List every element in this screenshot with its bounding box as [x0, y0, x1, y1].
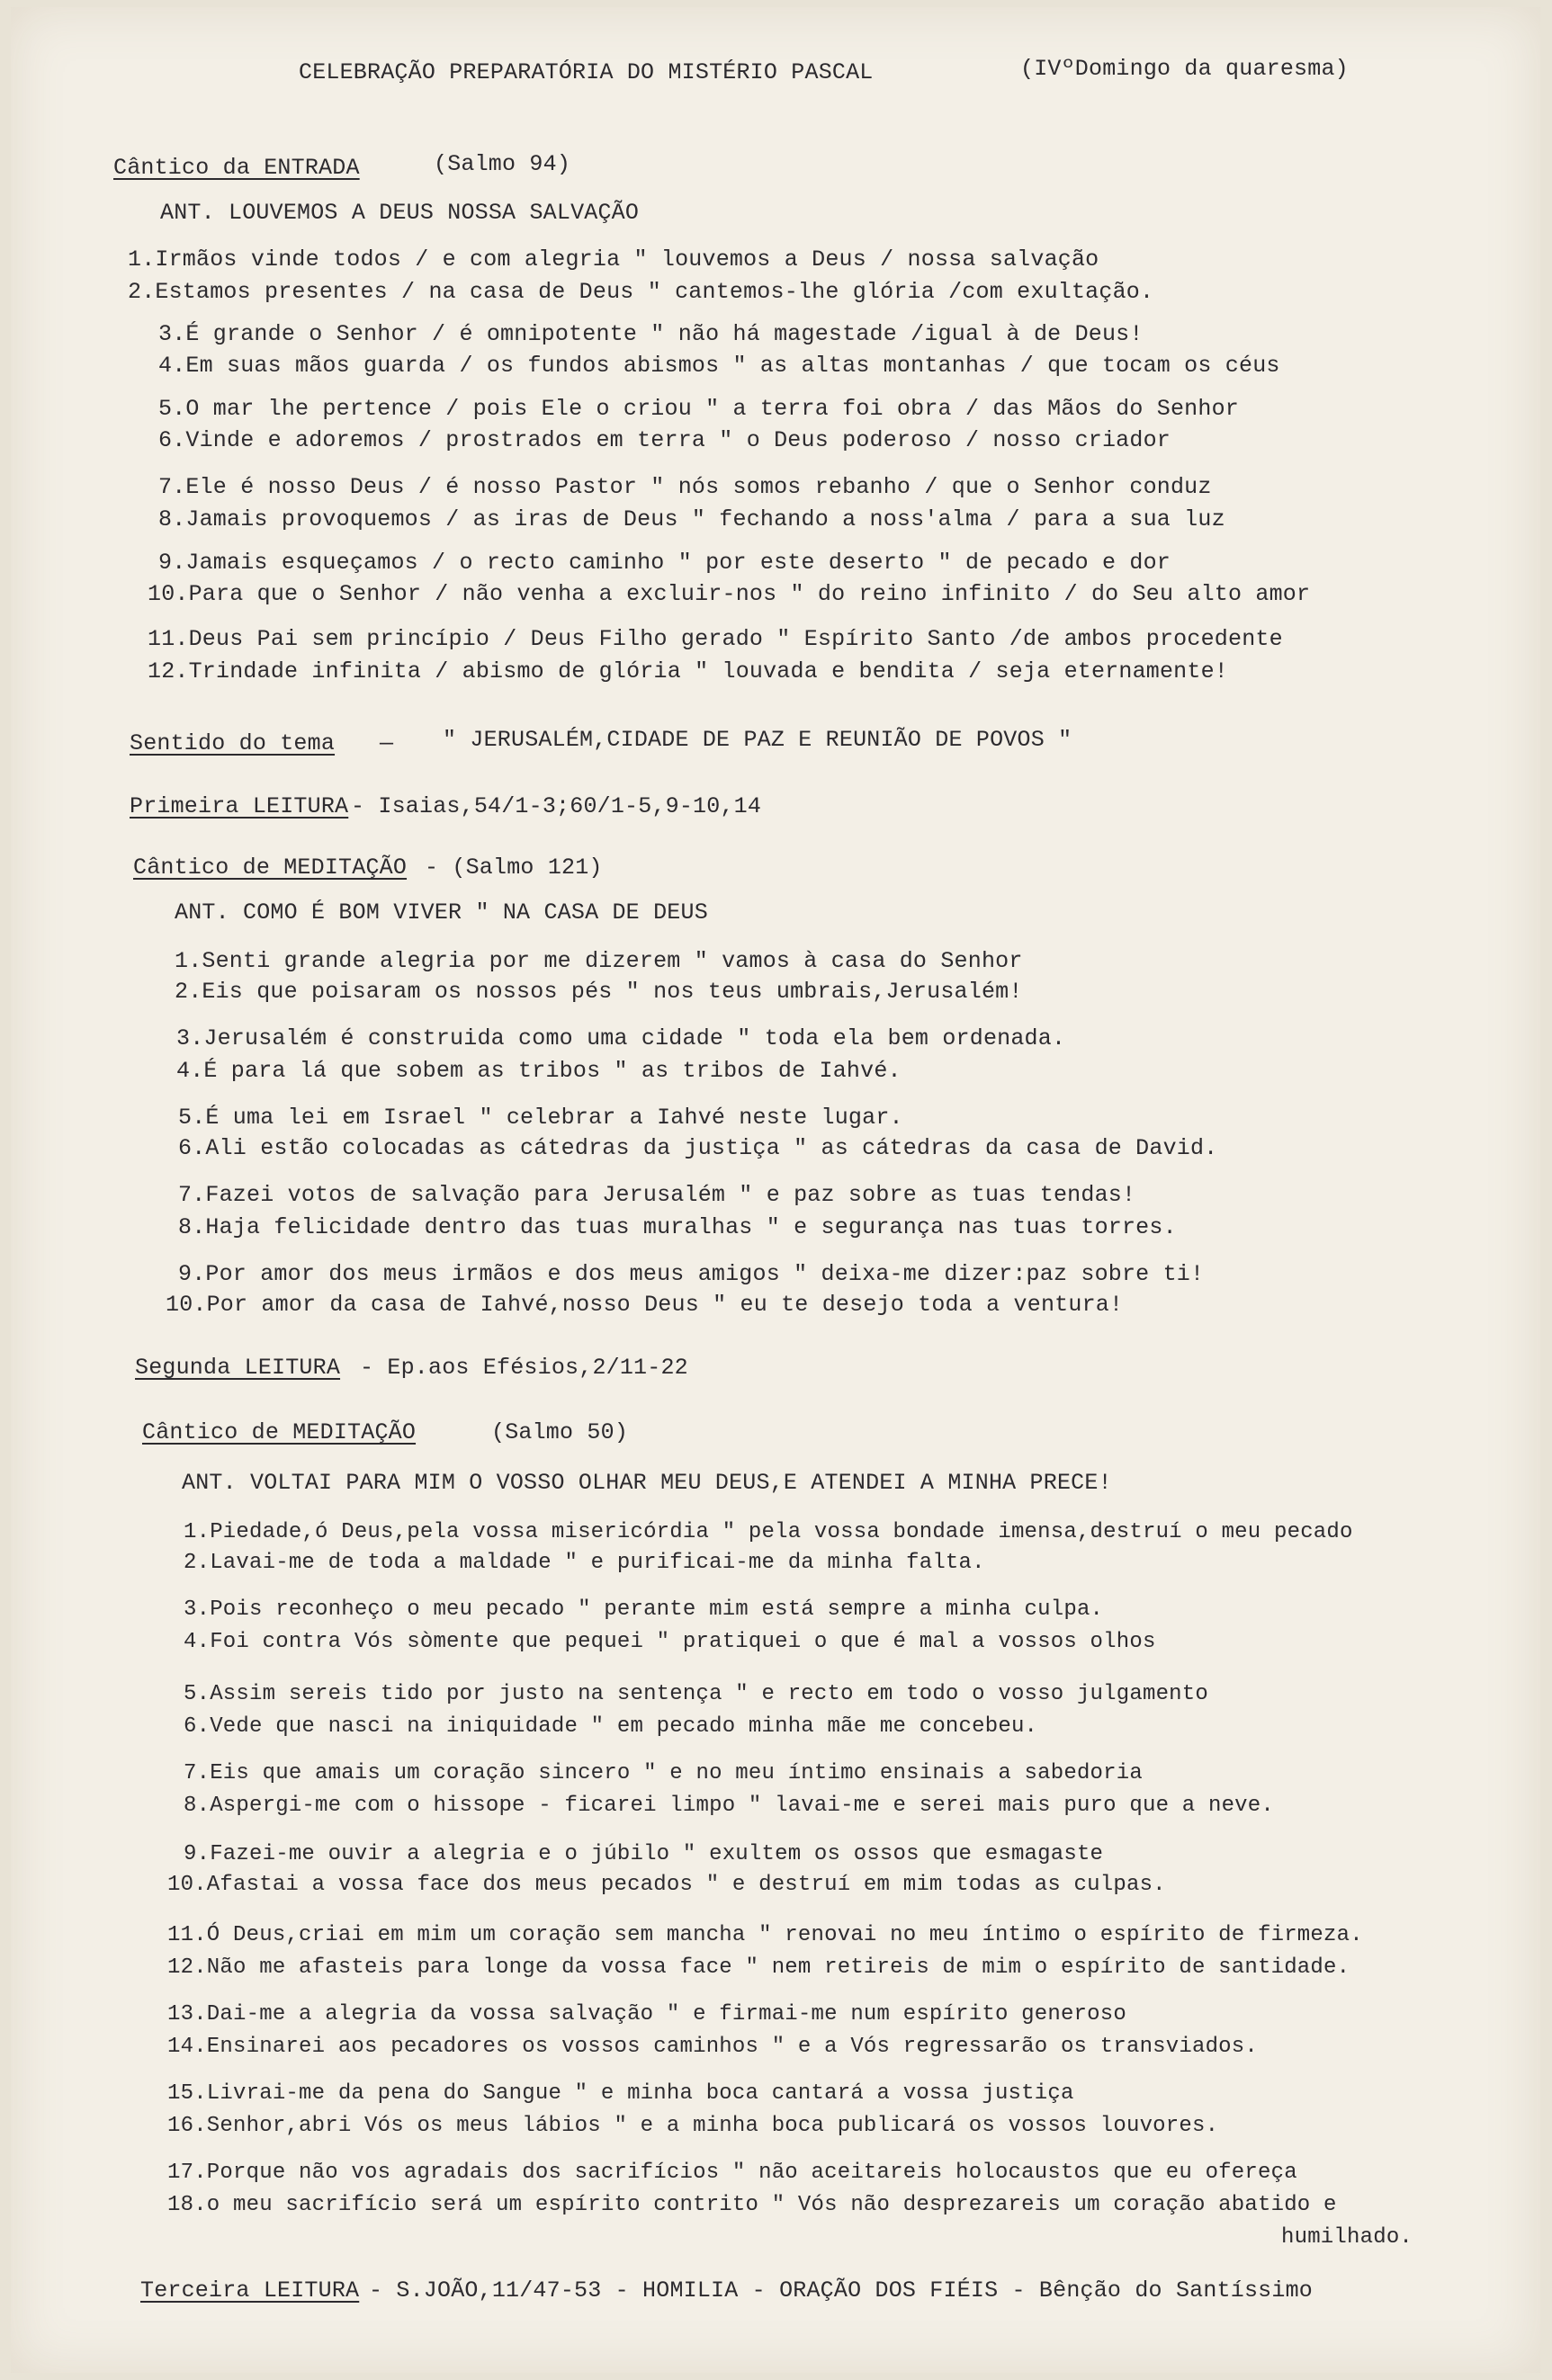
meditacao1-verse: 9.Por amor dos meus irmãos e dos meus amigos " deixa-me dizer:paz sobre ti!: [178, 1261, 1205, 1287]
meditacao2-verse: 1.Piedade,ó Deus,pela vossa misericórdia " pela vossa bondade imensa,destruí o meu pecado: [184, 1520, 1353, 1544]
meditacao1-verse: 3.Jerusalém é construida como uma cidade " toda ela bem ordenada.: [176, 1025, 1066, 1051]
meditacao2-verse: 9.Fazei-me ouvir a alegria e o júbilo " exultem os ossos que esmagaste: [184, 1842, 1104, 1866]
primeira-leitura-text: - Isaias,54/1-3;60/1-5,9-10,14: [351, 793, 762, 819]
meditacao1-verse: 2.Eis que poisaram os nossos pés " nos teus umbrais,Jerusalém!: [175, 979, 1023, 1005]
entrada-verse: 10.Para que o Senhor / não venha a excluir-nos " do reino infinito / do Seu alto amor: [148, 581, 1311, 607]
meditacao2-verse: 2.Lavai-me de toda a maldade " e purificai-me da minha falta.: [184, 1551, 985, 1575]
meditacao2-heading: Cântico de MEDITAÇÃO: [142, 1419, 417, 1445]
meditacao1-verse: 1.Senti grande alegria por me dizerem " vamos à casa do Senhor: [175, 948, 1023, 974]
terceira-leitura-text: - S.JOÃO,11/47-53 - HOMILIA - ORAÇÃO DOS FIÉIS - Bênção do Santíssimo: [369, 2277, 1313, 2304]
occasion-note: (IVºDomingo da quaresma): [1020, 56, 1349, 82]
meditacao2-verse: 4.Foi contra Vós sòmente que pequei " pratiquei o que é mal a vossos olhos: [184, 1630, 1156, 1654]
meditacao1-verse: 4.É para lá que sobem as tribos " as tribos de Iahvé.: [176, 1058, 902, 1084]
entrada-verse: 4.Em suas mãos guarda / os fundos abismos " as altas montanhas / que tocam os céus: [158, 353, 1280, 379]
meditacao2-verse: 18.o meu sacrifício será um espírito contrito " Vós não desprezareis um coração abatido e: [167, 2193, 1337, 2217]
meditacao1-verse: 5.É uma lei em Israel " celebrar a Iahvé neste lugar.: [178, 1105, 903, 1131]
meditacao1-antiphon: ANT. COMO É BOM VIVER " NA CASA DE DEUS: [175, 899, 708, 926]
meditacao2-verse: 7.Eis que amais um coração sincero " e no meu íntimo ensinais a sabedoria: [184, 1761, 1143, 1785]
meditacao2-verse: 10.Afastai a vossa face dos meus pecados " e destruí em mim todas as culpas.: [167, 1873, 1166, 1897]
entrada-verse: 1.Irmãos vinde todos / e com alegria " louvemos a Deus / nossa salvação: [128, 246, 1099, 273]
meditacao1-verse: 7.Fazei votos de salvação para Jerusalém " e paz sobre as tuas tendas!: [178, 1182, 1136, 1208]
meditacao2-verse: 15.Livrai-me da pena do Sangue " e minha boca cantará a vossa justiça: [167, 2081, 1074, 2106]
meditacao2-verse: 11.Ó Deus,criai em mim um coração sem mancha " renovai no meu íntimo o espírito de firmeza.: [167, 1923, 1363, 1947]
meditacao2-verse: 8.Aspergi-me com o hissope - ficarei limpo " lavai-me e serei mais puro que a neve.: [184, 1794, 1274, 1818]
entrada-verse: 11.Deus Pai sem princípio / Deus Filho gerado " Espírito Santo /de ambos procedente: [148, 626, 1283, 652]
meditacao2-verse: 16.Senhor,abri Vós os meus lábios " e a minha boca publicará os vossos louvores.: [167, 2114, 1219, 2138]
meditacao2-verse: 14.Ensinarei aos pecadores os vossos caminhos " e a Vós regressarão os transviados.: [167, 2035, 1258, 2059]
entrada-verse: 6.Vinde e adoremos / prostrados em terra " o Deus poderoso / nosso criador: [158, 427, 1171, 453]
sentido-text: " JERUSALÉM,CIDADE DE PAZ E REUNIÃO DE POVOS ": [443, 727, 1072, 753]
entrada-verse: 5.O mar lhe pertence / pois Ele o criou " a terra foi obra / das Mãos do Senhor: [158, 396, 1239, 422]
meditacao2-antiphon: ANT. VOLTAI PARA MIM O VOSSO OLHAR MEU DEUS,E ATENDEI A MINHA PRECE!: [182, 1470, 1112, 1496]
segunda-leitura-label: Segunda LEITURA: [135, 1355, 341, 1381]
sentido-label: Sentido do tema: [130, 730, 336, 756]
meditacao1-verse: 6.Ali estão colocadas as cátedras da justiça " as cátedras da casa de David.: [178, 1135, 1218, 1161]
document-title: CELEBRAÇÃO PREPARATÓRIA DO MISTÉRIO PASCAL: [299, 59, 874, 85]
entrada-verse: 12.Trindade infinita / abismo de glória " louvada e bendita / seja eternamente!: [148, 658, 1228, 684]
meditacao2-verse: 6.Vede que nasci na iniquidade " em pecado minha mãe me concebeu.: [184, 1714, 1038, 1739]
meditacao2-verse: 5.Assim sereis tido por justo na sentença " e recto em todo o vosso julgamento: [184, 1682, 1208, 1706]
meditacao2-verse: 13.Dai-me a alegria da vossa salvação " e firmai-me num espírito generoso: [167, 2002, 1126, 2027]
entrada-verse: 8.Jamais provoquemos / as iras de Deus " fechando a noss'alma / para a sua luz: [158, 506, 1225, 532]
entrada-verse: 2.Estamos presentes / na casa de Deus " cantemos-lhe glória /com exultação.: [128, 279, 1154, 305]
meditacao1-verse: 10.Por amor da casa de Iahvé,nosso Deus " eu te desejo toda a ventura!: [166, 1292, 1124, 1318]
entrada-verse: 9.Jamais esqueçamos / o recto caminho " por este deserto " de pecado e dor: [158, 550, 1171, 576]
entrada-verse: 7.Ele é nosso Deus / é nosso Pastor " nós somos rebanho / que o Senhor conduz: [158, 474, 1212, 500]
entrada-verse: 3.É grande o Senhor / é omnipotente " não há magestade /igual à de Deus!: [158, 321, 1144, 347]
meditacao2-verse: 3.Pois reconheço o meu pecado " perante mim está sempre a minha culpa.: [184, 1597, 1104, 1622]
sentido-dash: —: [380, 730, 394, 756]
primeira-leitura-label: Primeira LEITURA: [130, 793, 349, 819]
meditacao1-heading: Cântico de MEDITAÇÃO: [133, 854, 408, 881]
meditacao2-verse-continuation: humilhado.: [1281, 2225, 1413, 2250]
entrada-heading: Cântico da ENTRADA: [113, 155, 360, 181]
meditacao2-psalm: (Salmo 50): [491, 1419, 629, 1445]
entrada-antiphon: ANT. LOUVEMOS A DEUS NOSSA SALVAÇÃO: [160, 200, 640, 226]
meditacao1-verse: 8.Haja felicidade dentro das tuas muralhas " e segurança nas tuas torres.: [178, 1214, 1177, 1240]
meditacao2-verse: 12.Não me afasteis para longe da vossa face " nem retireis de mim o espírito de santidade.: [167, 1955, 1350, 1980]
meditacao1-psalm: - (Salmo 121): [425, 854, 603, 881]
segunda-leitura-text: - Ep.aos Efésios,2/11-22: [360, 1355, 688, 1381]
entrada-psalm: (Salmo 94): [434, 151, 571, 177]
terceira-leitura-label: Terceira LEITURA: [140, 2277, 360, 2304]
meditacao2-verse: 17.Porque não vos agradais dos sacrifícios " não aceitareis holocaustos que eu ofereça: [167, 2161, 1297, 2185]
paper-sheet: [11, 7, 1540, 2373]
